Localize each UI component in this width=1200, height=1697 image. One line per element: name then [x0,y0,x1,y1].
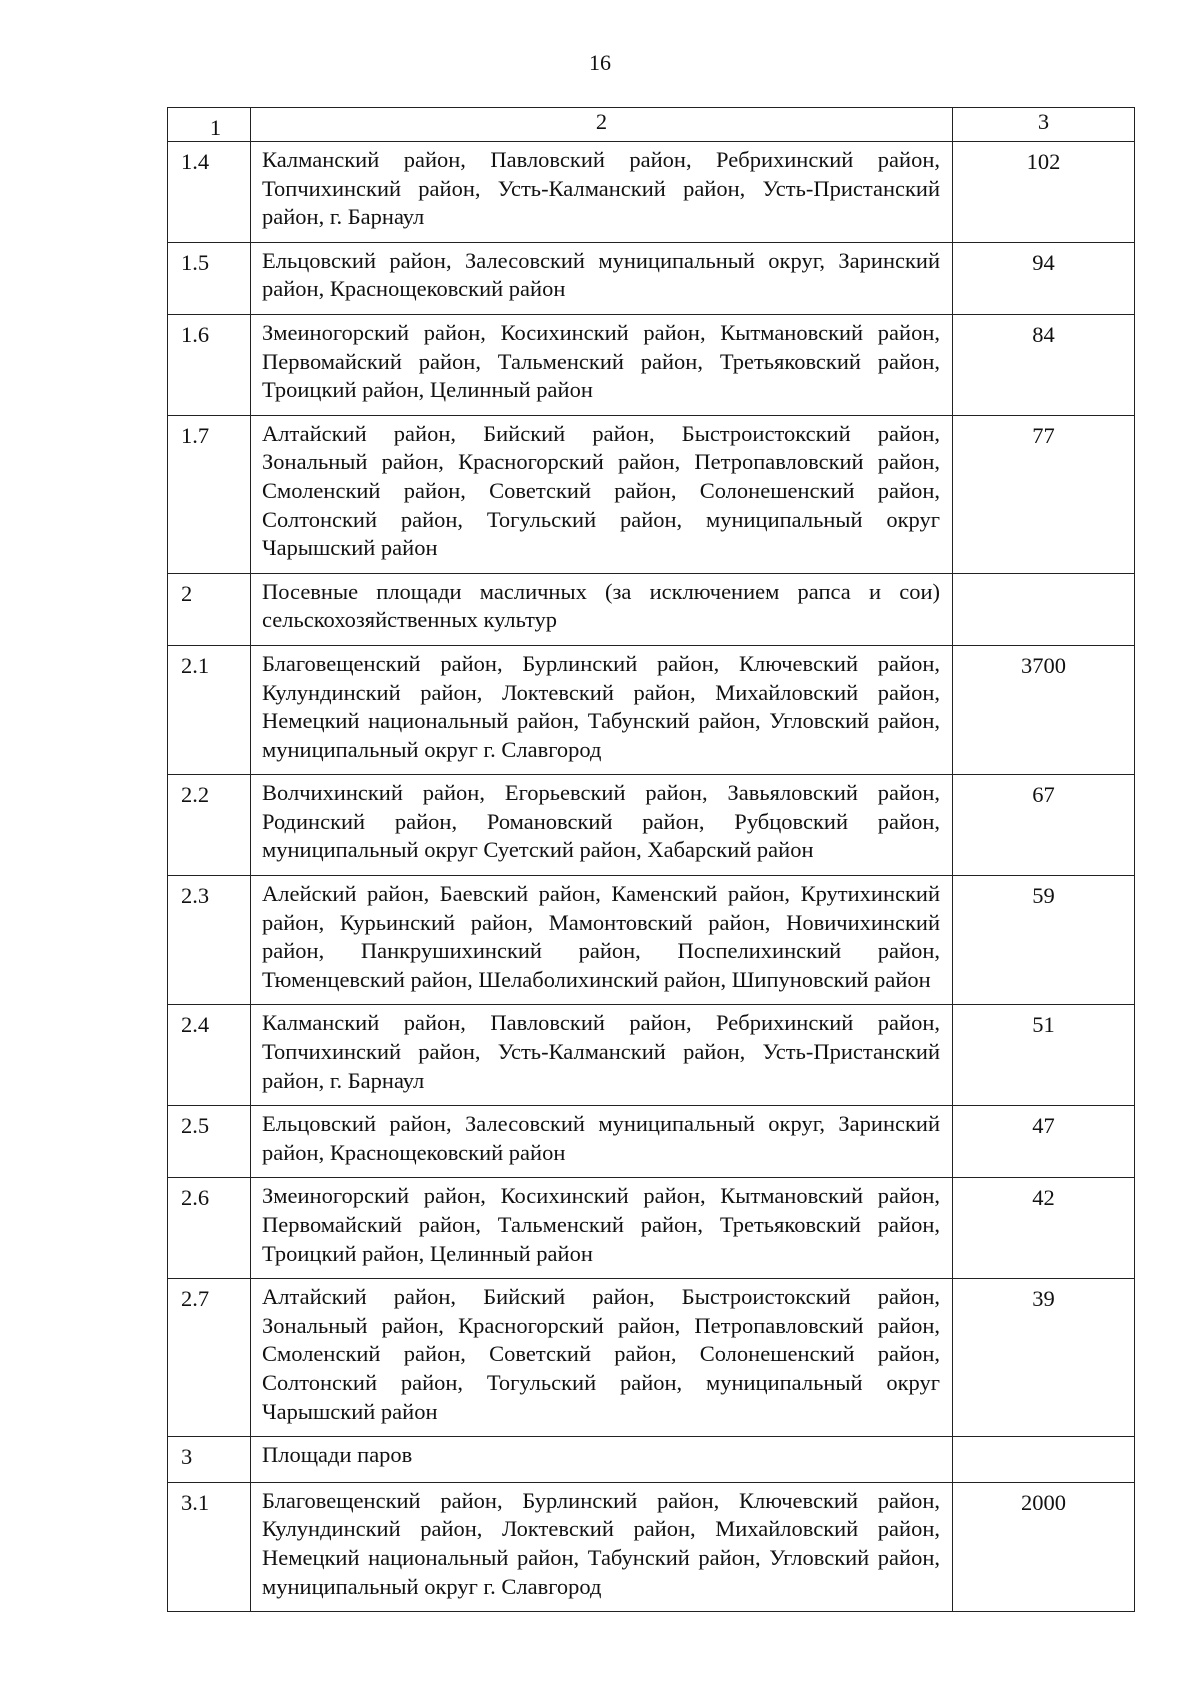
row-value-cell [953,573,1135,645]
row-number-cell: 2.4 [168,1005,251,1106]
row-number-cell: 2.1 [168,645,251,774]
table-row [168,1178,1135,1279]
row-description-cell: Змеиногорский район, Косихинский район, Кытмановский район, Первомайский район, Тальменский район, Третьяковский район, Троицкий район, Целинный район [251,1178,953,1279]
header-col-1: 1 [168,108,251,142]
header-col-3: 3 [953,108,1135,142]
table-row [168,1279,1135,1437]
page-number: 16 [589,50,611,75]
row-number-cell: 2.2 [168,775,251,876]
header-col-2: 2 [251,108,953,142]
row-description-cell: Калманский район, Павловский район, Ребрихинский район, Топчихинский район, Усть-Калманский район, Усть-Пристанский район, г. Барнаул [251,1005,953,1106]
row-number-cell: 3 [168,1437,251,1483]
table-row [168,645,1135,774]
row-description-cell: Волчихинский район, Егорьевский район, Завьяловский район, Родинский район, Романовский район, Рубцовский район, муниципальный округ Суетский район, Хабарский район [251,775,953,876]
row-number-cell: 2 [168,573,251,645]
row-value-cell: 42 [953,1178,1135,1279]
row-value-cell: 102 [953,142,1135,243]
row-value-cell: 84 [953,314,1135,415]
table-row [168,314,1135,415]
table-row [168,1005,1135,1106]
row-value-cell: 51 [953,1005,1135,1106]
table-row [168,1437,1135,1483]
row-number-cell: 2.5 [168,1106,251,1178]
table-row [168,142,1135,243]
row-number-cell: 1.4 [168,142,251,243]
row-description-cell: Алтайский район, Бийский район, Быстроистокский район, Зональный район, Красногорский район, Петропавловский район, Смоленский район, Советский район, Солонешенский район, Солтонский район, Тогульский район, муниципальный округ Чарышский район [251,415,953,573]
table-header-row [168,108,1135,142]
row-value-cell: 39 [953,1279,1135,1437]
row-description-cell: Алейский район, Баевский район, Каменский район, Крутихинский район, Курьинский район, Мамонтовский район, Новичихинский район, Панкрушихинский район, Поспелихинский район, Тюменцевский район, Шелаболихинский район, Шипуновский район [251,876,953,1005]
table-row [168,415,1135,573]
row-description-cell: Ельцовский район, Залесовский муниципальный округ, Заринский район, Краснощековский район [251,242,953,314]
row-number-cell: 2.6 [168,1178,251,1279]
row-value-cell [953,1437,1135,1483]
row-value-cell: 3700 [953,645,1135,774]
data-table [167,107,1135,1612]
row-description-cell: Калманский район, Павловский район, Ребрихинский район, Топчихинский район, Усть-Калманский район, Усть-Пристанский район, г. Барнаул [251,142,953,243]
row-number-cell: 3.1 [168,1482,251,1611]
row-description-cell: Ельцовский район, Залесовский муниципальный округ, Заринский район, Краснощековский район [251,1106,953,1178]
table-row [168,876,1135,1005]
table-row [168,1482,1135,1611]
row-number-cell: 1.7 [168,415,251,573]
table-row [168,573,1135,645]
row-description-cell: Площади паров [251,1437,953,1483]
row-value-cell: 2000 [953,1482,1135,1611]
row-value-cell: 77 [953,415,1135,573]
row-number-cell: 1.5 [168,242,251,314]
row-description-cell: Алтайский район, Бийский район, Быстроистокский район, Зональный район, Красногорский район, Петропавловский район, Смоленский район, Советский район, Солонешенский район, Солтонский район, Тогульский район, муниципальный округ Чарышский район [251,1279,953,1437]
row-description-cell: Благовещенский район, Бурлинский район, Ключевский район, Кулундинский район, Локтевский район, Михайловский район, Немецкий национальный район, Табунский район, Угловский район, муниципальный округ г. Славгород [251,1482,953,1611]
table-row [168,1106,1135,1178]
row-value-cell: 94 [953,242,1135,314]
table-row [168,242,1135,314]
table-row [168,775,1135,876]
row-value-cell: 67 [953,775,1135,876]
row-value-cell: 59 [953,876,1135,1005]
row-description-cell: Благовещенский район, Бурлинский район, Ключевский район, Кулундинский район, Локтевский район, Михайловский район, Немецкий национальный район, Табунский район, Угловский район, муниципальный округ г. Славгород [251,645,953,774]
row-description-cell: Змеиногорский район, Косихинский район, Кытмановский район, Первомайский район, Тальменский район, Третьяковский район, Троицкий район, Целинный район [251,314,953,415]
row-number-cell: 2.3 [168,876,251,1005]
row-number-cell: 2.7 [168,1279,251,1437]
row-value-cell: 47 [953,1106,1135,1178]
row-number-cell: 1.6 [168,314,251,415]
row-description-cell: Посевные площади масличных (за исключением рапса и сои) сельскохозяйственных культур [251,573,953,645]
